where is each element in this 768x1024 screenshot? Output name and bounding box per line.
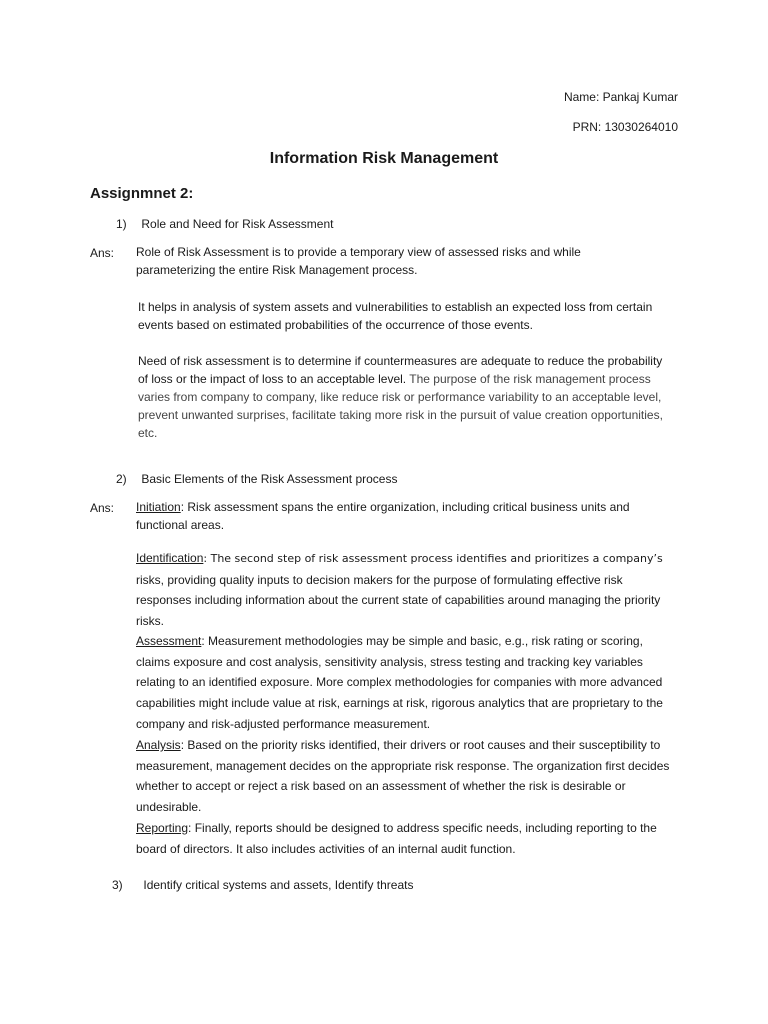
purpose-text: The purpose of the risk management process varies from company to company, like reduce risk or performance variability to an acceptable level, prevent unwanted surprises, facilitate taking more risk in the pursuit of value creation opportunities, etc. [138, 372, 663, 440]
answer-2-identification [136, 548, 666, 632]
identification-text-b: risks, providing quality inputs to decision makers for the purpose of formulating effective risk responses including information about the current state of capabilities around managing the priority risks. [136, 572, 661, 629]
assessment-text: : Measurement methodologies may be simple and basic, e.g., risk rating or scoring, claims exposure and cost analysis, sensitivity analysis, stress testing and tracking key variables relating to an identified exposure. More complex methodologies for companies with more advanced capabilities might include value at risk, earnings at risk, rigorous analytics that are proprietary to the company and risk-adjusted performance measurement. [136, 634, 663, 731]
identification-term: Identification [136, 551, 204, 565]
answer-1-analysis: It helps in analysis of system assets and vulnerabilities to establish an expected loss from certain events based on estimated probabilities of the occurrence of those events. [138, 300, 653, 332]
analysis-text: : Based on the priority risks identified, their drivers or root causes and their susceptibility to measurement, management decides on the appropriate risk response. The organization first decides whether to accept or reject a risk based on an assessment of whether the risk is desirable or undesirable. [136, 738, 670, 815]
reporting-term: Reporting [136, 821, 189, 835]
question-number: 1) [116, 217, 127, 231]
initiation-term: Initiation [136, 500, 181, 514]
assignment-heading: Assignmnet 2: [90, 185, 194, 202]
author-prn: PRN: 13030264010 [572, 120, 678, 134]
analysis-term: Analysis [136, 738, 181, 752]
question-number: 2) [116, 472, 127, 486]
answer-2-assessment [136, 631, 666, 735]
document-title: Information Risk Management [269, 150, 499, 167]
author-name: Name: Pankaj Kumar [563, 90, 678, 104]
answer-2-reporting [136, 818, 666, 859]
question-text: Basic Elements of the Risk Assessment process [141, 472, 398, 486]
answer-2-analysis [136, 735, 672, 818]
answer-1-need [138, 352, 668, 442]
initiation-text: : Risk assessment spans the entire organization, including critical business units and functional areas. [136, 500, 630, 532]
question-text: Role and Need for Risk Assessment [141, 217, 334, 231]
answer-1-role: Role of Risk Assessment is to provide a temporary view of assessed risks and while parameterizing the entire Risk Management process. [136, 245, 581, 277]
question-2 [116, 472, 397, 486]
answer-label: Ans: [90, 246, 115, 260]
assessment-term: Assessment [136, 634, 202, 648]
identification-text-a: : The second step of risk assessment process identifies and prioritizes a company’s [203, 552, 663, 565]
answer-label: Ans: [90, 501, 115, 515]
question-1 [116, 217, 333, 231]
need-text: Need of risk assessment is to determine if countermeasures are adequate to reduce the probability of loss or the impact of loss to an acceptable level. [138, 354, 663, 386]
question-number: 3) [112, 878, 123, 892]
reporting-text: : Finally, reports should be designed to address specific needs, including reporting to the board of directors. It also includes activities of an internal audit function. [136, 821, 657, 856]
answer-2-initiation [136, 498, 676, 534]
question-3 [112, 878, 413, 892]
question-text: Identify critical systems and assets, Identify threats [143, 878, 414, 892]
